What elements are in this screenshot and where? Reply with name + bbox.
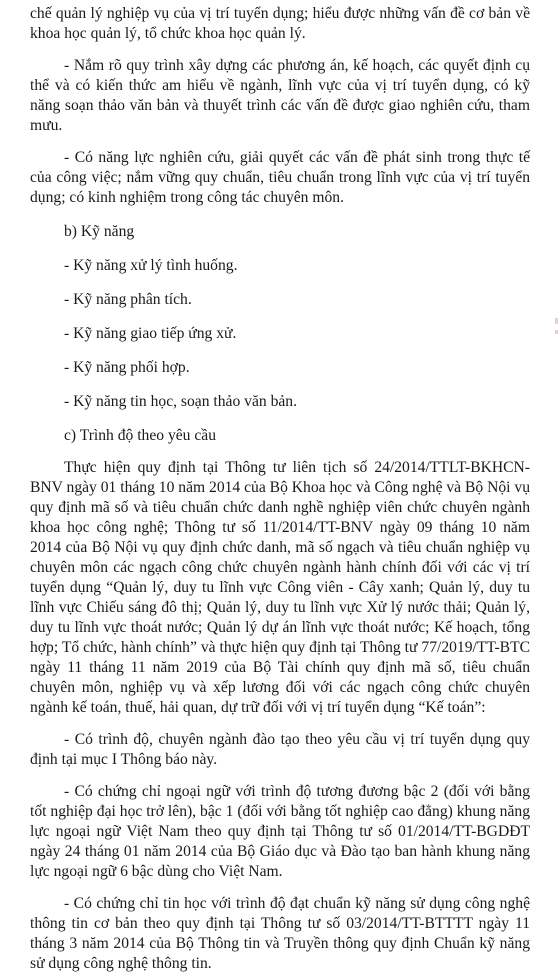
skill-item-situation-handling: - Kỹ năng xử lý tình huống. xyxy=(64,257,238,274)
paragraph-it-certificate-requirement: - Có chứng chỉ tin học với trình độ đạt chuẩn kỹ năng sử dụng công nghệ thông tin cơ bản theo quy định tại Thông tư số 03/2014/TT-BTTTT ngày 11 tháng 3 năm 2014 của Bộ Thông tin và Truyền thông quy định Chuẩn kỹ năng sử dụng công nghệ thông tin. xyxy=(30,895,530,972)
heading-skills: b) Kỹ năng xyxy=(64,223,135,240)
skill-item-it-office: - Kỹ năng tin học, soạn thảo văn bản. xyxy=(64,393,297,410)
paragraph-legal-basis: Thực hiện quy định tại Thông tư liên tịch số 24/2014/TTLT-BKHCN-BNV ngày 01 tháng 10 năm 2014 của Bộ Khoa học và Công nghệ và Bộ Nội vụ quy định mã số và tiêu chuẩn chức danh nghề nghiệp viên chức chuyên ngành khoa học công nghệ; Thông tư số 11/2014/TT-BNV ngày 09 tháng 10 năm 2014 của Bộ Nội vụ quy định chức danh, mã số ngạch và tiêu chuẩn nghiệp vụ chuyên môn các ngạch công chức chuyên ngành hành chính đối với các vị trí tuyển dụng “Quản lý, duy tu lĩnh vực Công viên - Cây xanh; Quản lý, duy tu lĩnh vực Chiếu sáng đô thị; Quản lý, duy tu lĩnh vực Xử lý nước thải; Quản lý, duy tu lĩnh vực thoát nước; Quản lý dự án lĩnh vực thoát nước; Kế hoạch, tổng hợp; Tổ chức, hành chính” và thực hiện quy định tại Thông tư 77/2019/TT-BTC ngày 11 tháng 11 năm 2019 của Bộ Tài chính quy định mã số, tiêu chuẩn chuyên môn, nghiệp vụ và xếp lương đối với các ngạch công chức chuyên ngành kế toán, thuế, hải quan, dự trữ đối với vị trí tuyển dụng “Kế toán”: xyxy=(30,459,530,716)
scan-artifact-mark xyxy=(555,330,558,334)
paragraph-training-requirement: - Có trình độ, chuyên ngành đào tạo theo yêu cầu vị trí tuyển dụng quy định tại mục I Thông báo này. xyxy=(30,731,530,768)
scan-artifact-mark xyxy=(555,318,558,324)
paragraph-research-capacity: - Có năng lực nghiên cứu, giải quyết các vấn đề phát sinh trong thực tế của công việc; nắm vững quy chuẩn, tiêu chuẩn trong lĩnh vực của vị trí tuyển dụng; có kinh nghiệm trong công tác chuyên môn. xyxy=(30,149,530,206)
paragraph-foreign-language-requirement: - Có chứng chỉ ngoại ngữ với trình độ tương đương bậc 2 (đối với bằng tốt nghiệp đại học trở lên), bậc 1 (đối với bằng tốt nghiệp cao đẳng) khung năng lực ngoại ngữ Việt Nam theo quy định tại Thông tư số 01/2014/TT-BGDĐT ngày 24 tháng 01 năm 2014 của Bộ Giáo dục và Đào tạo ban hành khung năng lực ngoại ngữ 6 bậc dùng cho Việt Nam. xyxy=(30,783,530,880)
paragraph-management-knowledge: chế quản lý nghiệp vụ của vị trí tuyển dụng; hiểu được những vấn đề cơ bản về khoa học quản lý, tổ chức khoa học quản lý. xyxy=(30,5,530,42)
skill-item-analysis: - Kỹ năng phân tích. xyxy=(64,291,192,308)
skill-item-coordination: - Kỹ năng phối hợp. xyxy=(64,359,190,376)
skill-item-communication: - Kỹ năng giao tiếp ứng xử. xyxy=(64,325,237,342)
paragraph-planning-skills: - Nắm rõ quy trình xây dựng các phương án, kế hoạch, các quyết định cụ thể và có kiến thức am hiểu về ngành, lĩnh vực của vị trí tuyển dụng, có kỹ năng soạn thảo văn bản và thuyết trình các vấn đề được giao nghiên cứu, tham mưu. xyxy=(30,57,530,134)
heading-required-qualifications: c) Trình độ theo yêu cầu xyxy=(64,427,217,444)
